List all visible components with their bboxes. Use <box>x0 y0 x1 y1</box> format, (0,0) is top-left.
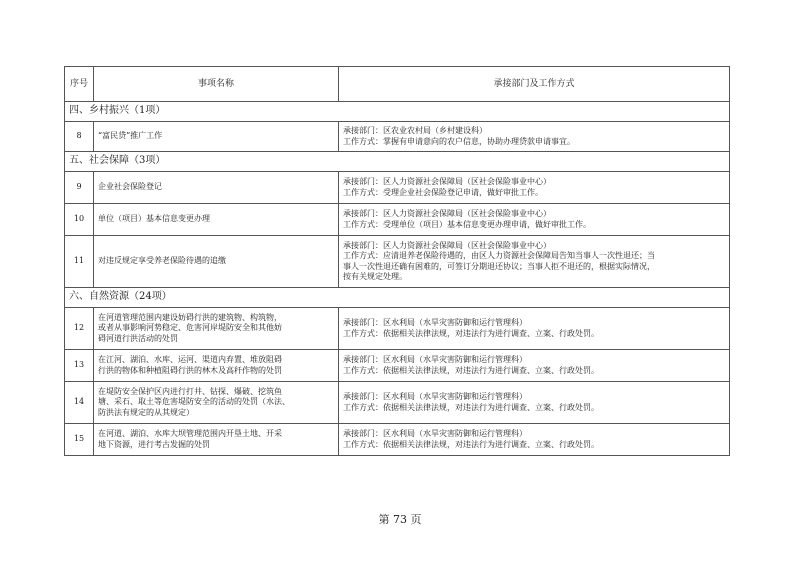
matter-name-line: 对违反规定享受养老保险待遇的追缴 <box>98 256 226 266</box>
matter-name-line: 在堤防安全保护区内进行打井、钻探、爆破、挖筑鱼 <box>98 386 282 396</box>
row-number: 10 <box>65 204 94 236</box>
department-method-line: 承接部门：区水利局（水旱灾害防御和运行管理科） <box>343 318 527 327</box>
matter-name-cell <box>94 204 339 236</box>
department-method-line: 工作方式：依据相关法律法规，对违法行为进行调查、立案、行政处罚。 <box>343 402 599 412</box>
row-number: 13 <box>65 350 94 382</box>
table-row <box>65 204 730 236</box>
department-method-line: 承接部门：区水利局（水旱灾害防御和运行管理科） <box>343 429 527 438</box>
row-number: 14 <box>65 382 94 424</box>
table-row <box>65 424 730 456</box>
department-method-line: 承接部门：区水利局（水旱灾害防御和运行管理科） <box>343 355 527 364</box>
table-row <box>65 122 730 152</box>
row-number: 15 <box>65 424 94 456</box>
matter-name-cell <box>94 122 339 152</box>
header-seq: 序号 <box>65 67 94 102</box>
matter-name-line: 地下资源，进行考古发掘的处罚 <box>98 439 210 449</box>
department-method-line: 工作方式：受理单位（项目）基本信息变更办理申请，做好审批工作。 <box>343 219 591 229</box>
department-method-cell <box>339 122 730 152</box>
matter-name-cell <box>94 236 339 288</box>
row-number: 11 <box>65 236 94 288</box>
department-method-cell <box>339 350 730 382</box>
department-method-line: 工作方式：应清退养老保险待遇的，由区人力资源社会保障局告知当事人一次性退还；当 <box>343 251 655 260</box>
matter-name-line: 防洪法有规定的从其规定） <box>98 407 194 417</box>
matter-name-line: 行洪的物体和种植阻碍行洪的林木及高秆作物的处罚 <box>98 365 282 375</box>
matter-name-line: 碍河道行洪活动的处罚 <box>98 333 178 343</box>
department-method-cell <box>339 204 730 236</box>
matter-name-line: 在河道管理范围内建设妨碍行洪的建筑物、构筑物， <box>98 312 282 322</box>
header-department-method: 承接部门及工作方式 <box>339 67 730 102</box>
section-row <box>65 152 730 172</box>
department-method-line: 承接部门：区人力资源社会保障局（区社会保险事业中心） <box>343 240 551 250</box>
table-row <box>65 382 730 424</box>
department-method-line: 承接部门：区人力资源社会保障局（区社会保险事业中心） <box>343 209 551 218</box>
row-number: 8 <box>65 122 94 152</box>
matter-name-cell <box>94 424 339 456</box>
department-method-line: 工作方式：依据相关法律法规，对违法行为进行调查、立案、行政处罚。 <box>343 328 599 338</box>
matter-name-line: 单位（项目）基本信息变更办理 <box>98 214 210 224</box>
header-matter-name: 事项名称 <box>94 67 339 102</box>
table-row <box>65 236 730 288</box>
table-body <box>65 102 730 456</box>
matters-table <box>64 66 730 456</box>
section-row <box>65 102 730 122</box>
department-method-line: 工作方式：依据相关法律法规，对违法行为进行调查、立案、行政处罚。 <box>343 439 599 449</box>
department-method-cell <box>339 308 730 350</box>
matter-name-cell <box>94 350 339 382</box>
department-method-cell <box>339 172 730 204</box>
matter-name-cell <box>94 382 339 424</box>
table-row <box>65 308 730 350</box>
department-method-line: 工作方式：掌握有申请意向的农户信息，协助办理贷款申请事宜。 <box>343 136 575 146</box>
matter-name-line: 或者从事影响河势稳定、危害河岸堤防安全和其他妨 <box>98 323 282 333</box>
department-method-line: 承接部门：区人力资源社会保障局（区社会保险事业中心） <box>343 177 551 186</box>
department-method-line: 事人一次性退还确有困难的，可签订分期退还协议；当事人拒不退还的，根据实际情况， <box>343 261 655 271</box>
matter-name-cell <box>94 172 339 204</box>
department-method-line: 承接部门：区农业农村局（乡村建设科） <box>343 126 487 135</box>
row-number: 12 <box>65 308 94 350</box>
section-title: 五、社会保障（3项） <box>65 152 730 172</box>
matter-name-line: 企业社会保险登记 <box>98 182 162 192</box>
matter-name-line: 塘、采石、取土等危害堤防安全的活动的处罚（水法、 <box>98 397 290 407</box>
row-number: 9 <box>65 172 94 204</box>
section-title: 六、自然资源（24项） <box>65 288 730 308</box>
department-method-line: 工作方式：依据相关法律法规，对违法行为进行调查、立案、行政处罚。 <box>343 365 599 375</box>
section-row <box>65 288 730 308</box>
department-method-line: 按有关规定处理。 <box>343 272 407 281</box>
department-method-cell <box>339 424 730 456</box>
matter-name-line: “富民贷”推广工作 <box>98 131 163 141</box>
section-title: 四、乡村振兴（1项） <box>65 102 730 122</box>
department-method-line: 承接部门：区水利局（水旱灾害防御和运行管理科） <box>343 392 527 401</box>
department-method-cell <box>339 236 730 288</box>
matter-name-line: 在江河、湖泊、水库、运河、渠道内弃置、堆放阻碍 <box>98 355 282 364</box>
table-header-row <box>65 67 730 102</box>
table-row <box>65 350 730 382</box>
department-method-line: 工作方式：受理企业社会保险登记申请，做好审批工作。 <box>343 187 543 197</box>
department-method-cell <box>339 382 730 424</box>
page-number: 第 73 页 <box>378 513 422 526</box>
matter-name-line: 在河道、湖泊、水库大坝管理范围内开垦土地、开采 <box>98 429 282 438</box>
table-row <box>65 172 730 204</box>
matter-name-cell <box>94 308 339 350</box>
